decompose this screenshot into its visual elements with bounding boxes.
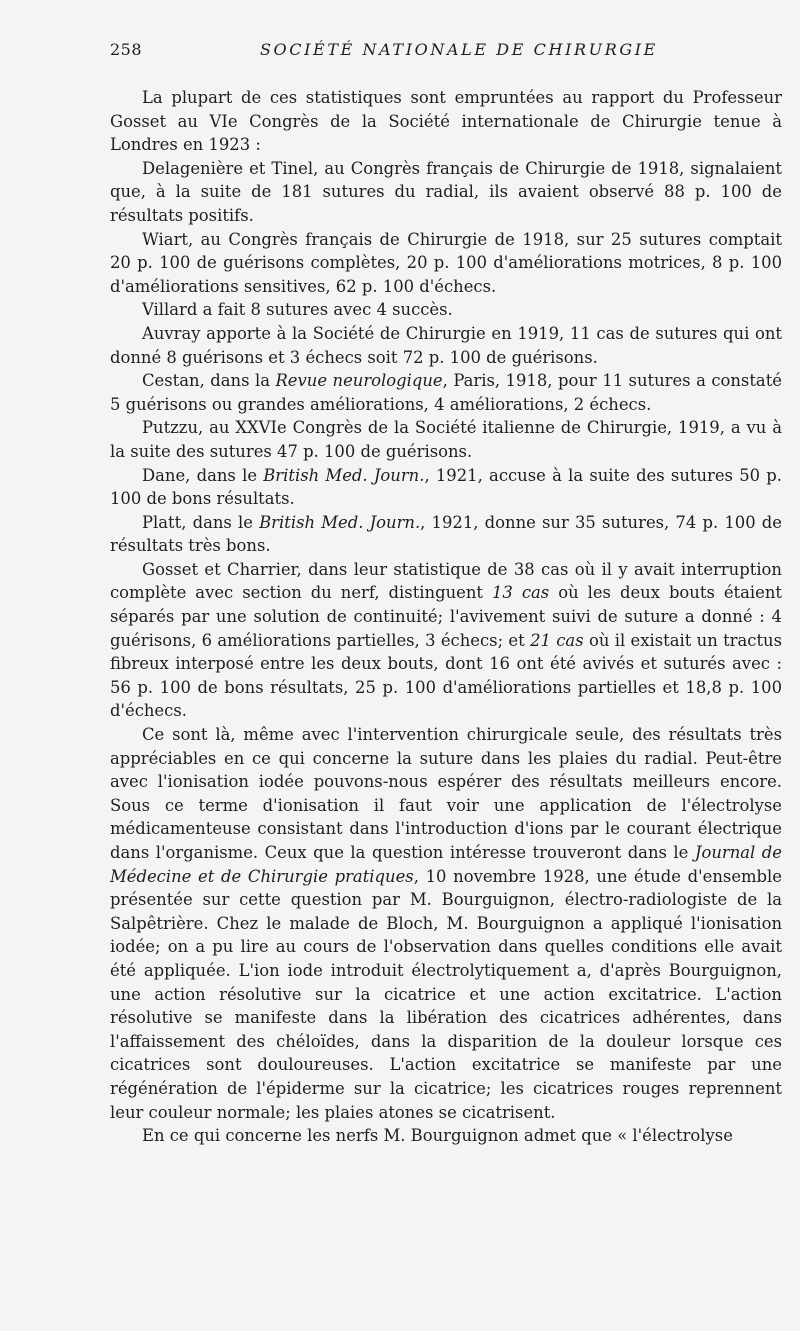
gosset-text-3: où il existait un tractus fibreux interposé entre les deux bouts, dont 16 ont été avivés et suturés avec : 56 p. 100 de bons résultats, 25 p. 100 d'améliorations partielles et 18,8 p. 100 d'échecs. [110,630,783,721]
page-header [110,40,780,68]
paragraph-delageniere-tinel: Delagenière et Tinel, au Congrès français de Chirurgie de 1918, signalaient que, à la suite de 181 sutures du radial, ils avaient observé 88 p. 100 de résultats positifs. [110,158,782,225]
paragraph-villard: Villard a fait 8 sutures avec 4 succès. [142,300,453,320]
cestan-journal-title: Revue neurologique [275,371,443,391]
platt-journal-title: British Med. Journ. [259,512,421,532]
gosset-text-2: où les deux bouts étaient séparés par une solution de continuité; l'avivement suivi de suture a donné : 4 guérisons, 6 améliorations partielles, 3 échecs; et [110,583,782,650]
gosset-text-1: Gosset et Charrier, dans leur statistique de 38 cas où il y avait interruption complète avec section du nerf, distinguent [110,559,782,603]
ionisation-text-1: Ce sont là, même avec l'intervention chirurgicale seule, des résultats très appréciables en ce qui concerne la suture dans les plaies du radial. Peut-être avec l'ionisation iodée pouvons-nous espérer des résultats meilleurs encore. Sous ce terme d'ionisation il faut voir une application de l'électrolyse médicamenteuse consistant dans l'introduction d'ions par le courant électrique dans l'organisme. Ceux que la question intéresse trouveront dans le [110,725,782,862]
gosset-italic-1: 13 cas [491,583,550,603]
cestan-text-before: Cestan, dans la [142,371,276,391]
page-number: 258 [110,40,143,59]
paragraph-dane [110,464,782,511]
ionisation-text-2: , 10 novembre 1928, une étude d'ensemble présentée sur cette question par M. Bourguignon, électro-radiologiste de la Salpêtrière. Chez le malade de Bloch, M. Bourguignon a appliqué l'ionisation iodée; on a pu lire au cours de l'observation dans quelles conditions elle avait été appliquée. L'ion iode introduit électrolytiquement a, d'après Bourguignon, une action résolutive sur la cicatrice et une action excitatrice. L'action résolutive se manifeste dans la libération des cicatrices adhérentes, dans l'affaissement des chéloïdes, dans la disparition de la douleur lorsque ces cicatrices sont douloureuses. L'action excitatrice se manifeste par une régénération de l'épiderme sur la cicatrice; les cicatrices rouges reprennent leur couleur normale; les plaies atones se cicatrisent. [110,866,782,1122]
dane-text-before: Dane, dans le [142,465,264,485]
paragraph-wiart: Wiart, au Congrès français de Chirurgie de 1918, sur 25 sutures comptait 20 p. 100 de guérisons complètes, 20 p. 100 d'améliorations motrices, 8 p. 100 d'améliorations sensitives, 62 p. 100 d'échecs. [110,229,782,296]
dane-journal-title: British Med. Journ. [263,465,425,485]
body-text [110,86,782,1148]
platt-text-after: , 1921, donne sur 35 sutures, 74 p. 100 de résultats très bons. [110,512,782,556]
paragraph-gosset-charrier [110,558,782,723]
dane-text-after: , 1921, accuse à la suite des sutures 50 p. 100 de bons résultats. [110,465,782,509]
paragraph-source: La plupart de ces statistiques sont empruntées au rapport du Professeur Gosset au VIe Congrès de la Société internationale de Chirurgie tenue à Londres en 1923 : [110,88,782,155]
paragraph-platt [110,511,782,558]
gosset-italic-2: 21 cas [530,630,584,650]
ionisation-journal-title: Journal de Médecine et de Chirurgie pratiques [110,843,782,886]
paragraph-nerfs: En ce qui concerne les nerfs M. Bourguignon admet que « l'électrolyse [142,1126,733,1146]
platt-text-before: Platt, dans le [142,512,260,532]
paragraph-putzzu: Putzzu, au XXVIe Congrès de la Société italienne de Chirurgie, 1919, a vu à la suite des sutures 47 p. 100 de guérisons. [110,418,782,461]
paragraph-cestan [110,369,782,416]
running-title: SOCIÉTÉ NATIONALE DE CHIRURGIE [260,40,658,59]
paragraph-auvray: Auvray apporte à la Société de Chirurgie en 1919, 11 cas de sutures qui ont donné 8 guérisons et 3 échecs soit 72 p. 100 de guérisons. [110,323,782,367]
cestan-text-after: , Paris, 1918, pour 11 sutures a constaté 5 guérisons ou grandes améliorations, 4 améliorations, 2 échecs. [110,371,782,414]
paragraph-ionisation [110,723,782,1124]
